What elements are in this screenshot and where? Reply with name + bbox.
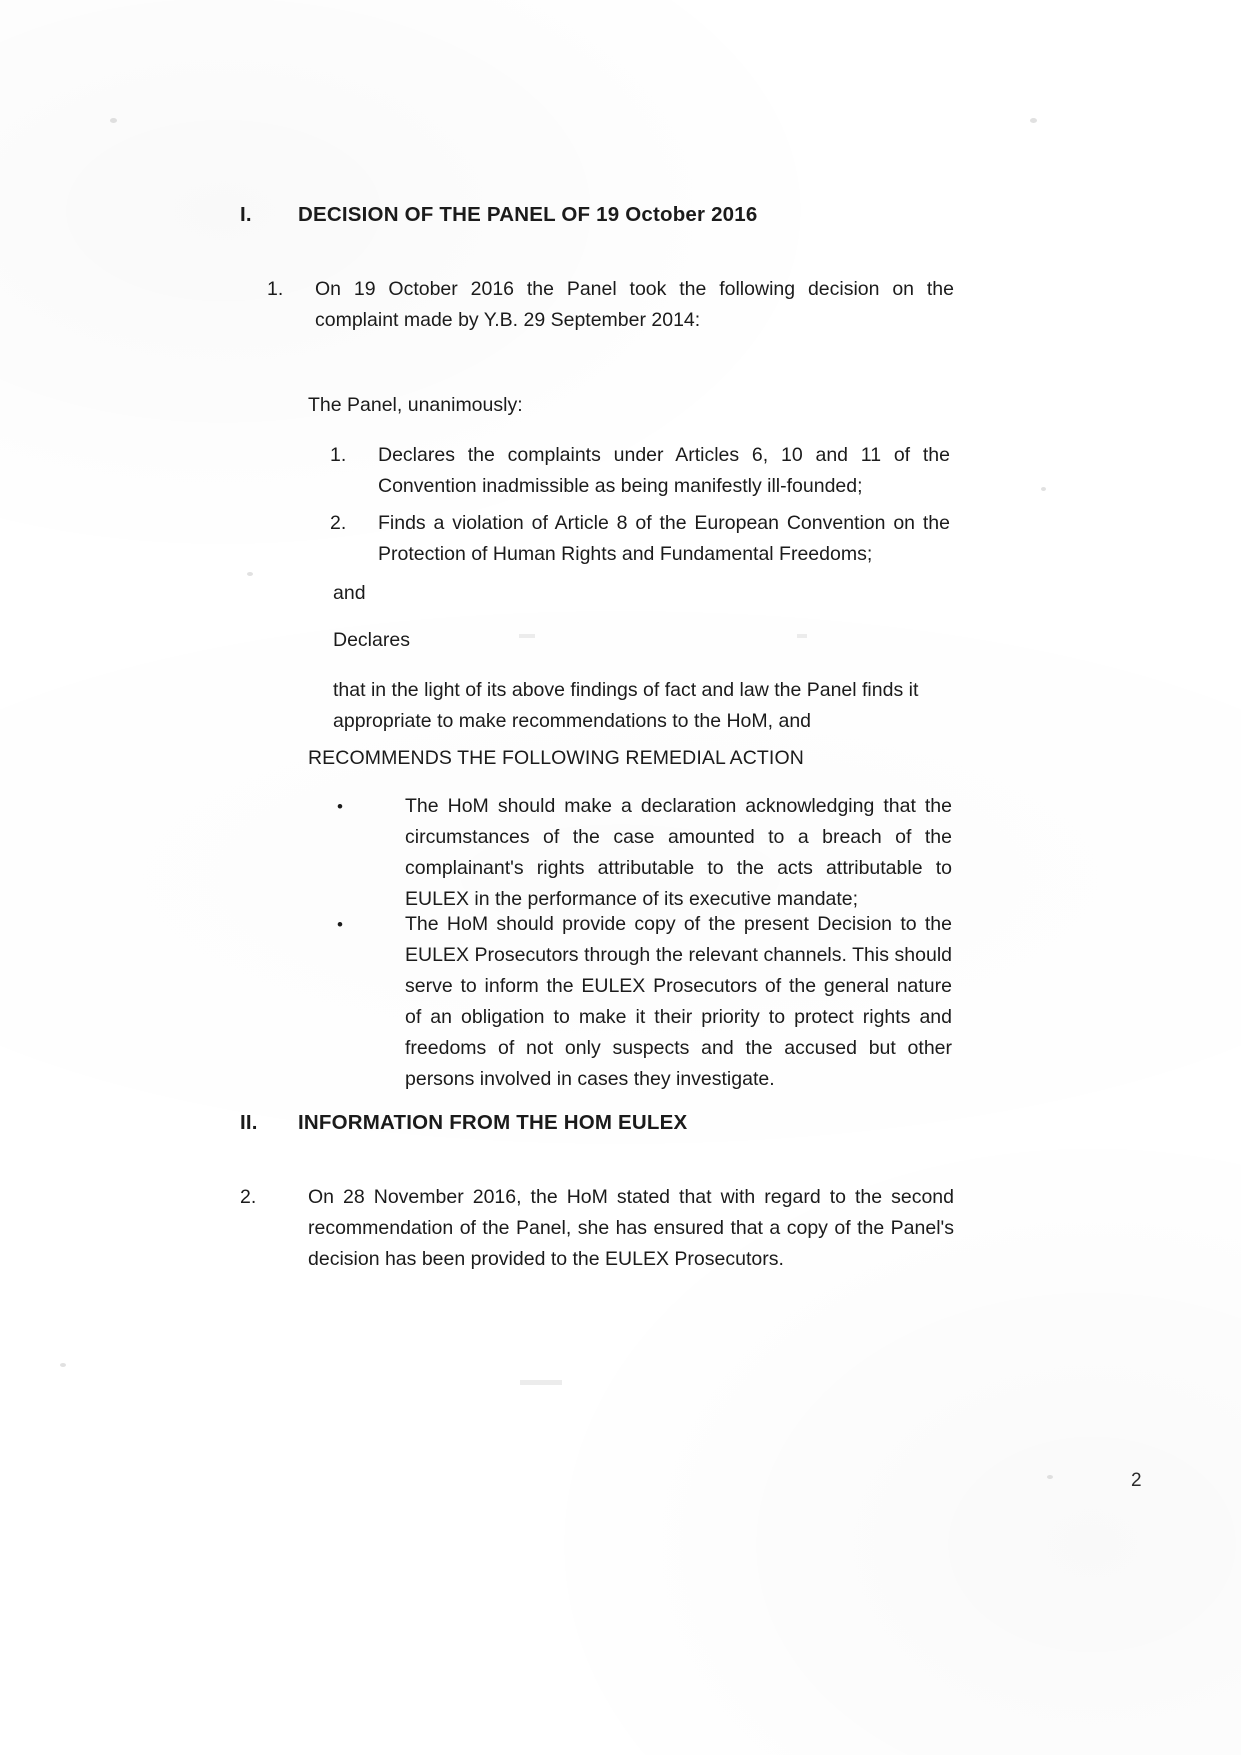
finding-1-text: Declares the complaints under Articles 6, 10 and 11 of the Convention inadmissible as being manifestly ill-founded;: [378, 444, 950, 497]
finding-item-2: [330, 508, 950, 570]
finding-item-1: [330, 440, 950, 502]
finding-1-number: 1.: [330, 444, 347, 466]
section-heading-i: [240, 203, 1000, 227]
paragraph-2-number: 2.: [240, 1186, 257, 1208]
bullet-icon: •: [337, 915, 343, 934]
scan-speck: [110, 118, 117, 123]
scan-smudge: [520, 1380, 562, 1385]
paragraph-2: [240, 1182, 954, 1275]
scan-speck: [247, 572, 253, 576]
recommends-heading: RECOMMENDS THE FOLLOWING REMEDIAL ACTION: [308, 747, 804, 769]
section-title-ii: INFORMATION FROM THE HOM EULEX: [298, 1111, 688, 1134]
recommendation-item-1: [337, 791, 952, 915]
paragraph-1-number: 1.: [267, 278, 284, 300]
paragraph-1-text: On 19 October 2016 the Panel took the following decision on the complaint made by Y.B. 29 September 2014:: [315, 278, 954, 331]
panel-unanimously-lead: The Panel, unanimously:: [308, 394, 523, 416]
recommendation-2-text: The HoM should provide copy of the present Decision to the EULEX Prosecutors through the relevant channels. This should serve to inform the EULEX Prosecutors of the general nature of an obligation to make it their priority to protect rights and freedoms of not only suspects and the accused but other persons involved in cases they investigate.: [405, 913, 952, 1090]
section-title-i: DECISION OF THE PANEL OF 19 October 2016: [298, 203, 758, 226]
bullet-icon: •: [337, 797, 343, 816]
conjunction-and: and: [333, 582, 366, 604]
scan-speck: [60, 1363, 66, 1367]
section-roman-numeral-ii: II.: [240, 1111, 258, 1134]
recommendation-item-2: [337, 909, 952, 1095]
page-number: 2: [1131, 1470, 1142, 1491]
scan-speck: [1047, 1475, 1053, 1479]
scan-speck: [1041, 487, 1046, 491]
paragraph-2-text: On 28 November 2016, the HoM stated that with regard to the second recommendation of the Panel, she has ensured that a copy of the Panel's decision has been provided to the EULEX Prosecutors.: [308, 1186, 954, 1270]
paragraph-1: [267, 274, 954, 336]
recommendation-1-text: The HoM should make a declaration acknowledging that the circumstances of the case amounted to a breach of the complainant's rights attributable to the acts attributable to EULEX in the performance of its executive mandate;: [405, 795, 952, 910]
scan-speck: [1030, 118, 1037, 123]
section-roman-numeral-i: I.: [240, 203, 252, 226]
declares-text: that in the light of its above findings of fact and law the Panel finds it appropriate to make recommendations to the HoM, and: [333, 679, 919, 732]
declares-label: Declares: [333, 629, 410, 651]
finding-2-number: 2.: [330, 512, 347, 534]
section-heading-ii: [240, 1111, 1000, 1135]
finding-2-text: Finds a violation of Article 8 of the European Convention on the Protection of Human Rights and Fundamental Freedoms;: [378, 512, 950, 565]
